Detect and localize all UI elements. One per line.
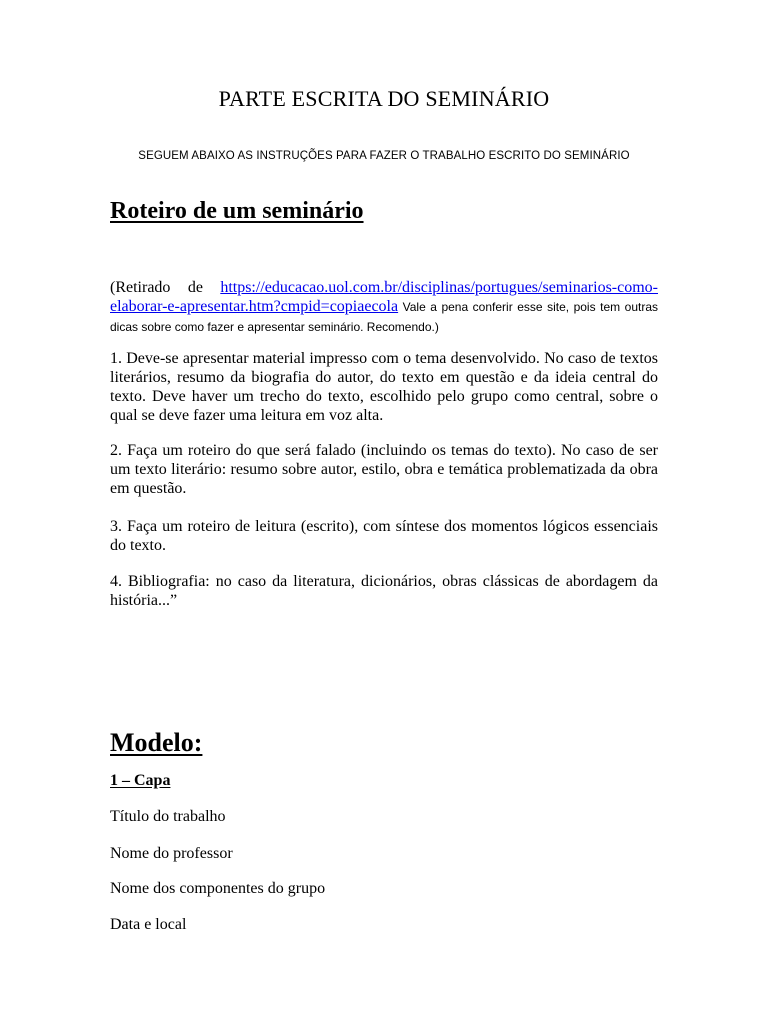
instruction-paragraph-2: 2. Faça um roteiro do que será falado (incluindo os temas do texto). No caso de ser um texto literário: resumo sobre autor, estilo, obra e temática problematizada da obra em questão. — [110, 442, 658, 497]
instruction-paragraph-1: 1. Deve-se apresentar material impresso com o tema desenvolvido. No caso de textos literários, resumo da biografia do autor, do texto em questão e da ideia central do texto. Deve haver um trecho do texto, escolhido pelo grupo como central, sobre o qual se deve fazer uma leitura em voz alta. — [110, 350, 658, 424]
source-note: Vale a pena conferir esse site, pois tem outras dicas sobre como fazer e apresentar seminário. Recomendo.) — [110, 300, 658, 334]
model-heading: Modelo: — [110, 728, 203, 757]
document-title: PARTE ESCRITA DO SEMINÁRIO — [218, 86, 550, 111]
section-heading-roteiro: Roteiro de um seminário — [110, 198, 364, 224]
instruction-paragraph-3: 3. Faça um roteiro de leitura (escrito), com síntese dos momentos lógicos essenciais do texto. — [110, 518, 658, 554]
capa-item-titulo: Título do trabalho — [110, 808, 226, 825]
document-subtitle: SEGUEM ABAIXO AS INSTRUÇÕES PARA FAZER O TRABALHO ESCRITO DO SEMINÁRIO — [138, 150, 630, 162]
source-link[interactable]: https://educacao.uol.com.br/disciplinas/portugues/seminarios-como-elaborar-e-apresentar.htm?cmpid=copiaecola — [110, 279, 658, 315]
instruction-paragraph-4: 4. Bibliografia: no caso da literatura, dicionários, obras clássicas de abordagem da história...” — [110, 573, 658, 609]
capa-item-componentes: Nome dos componentes do grupo — [110, 880, 326, 897]
source-prefix: (Retirado de — [110, 279, 221, 296]
capa-item-professor: Nome do professor — [110, 845, 233, 862]
source-paragraph — [110, 278, 658, 337]
capa-item-data-local: Data e local — [110, 916, 187, 933]
capa-heading: 1 – Capa — [110, 772, 171, 789]
